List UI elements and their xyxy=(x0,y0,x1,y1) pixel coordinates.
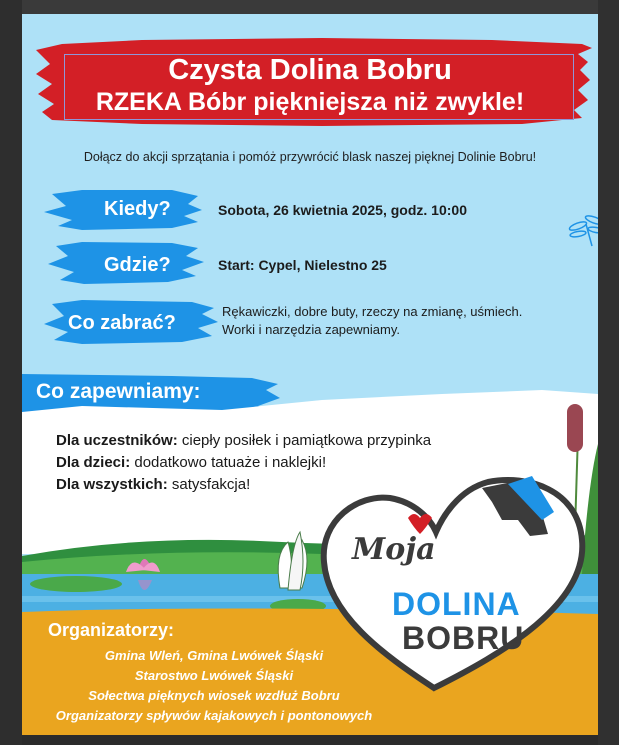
provide-list xyxy=(56,430,431,496)
title-line-1: Czysta Dolina Bobru xyxy=(168,54,452,86)
provide-item xyxy=(56,452,431,474)
logo-dolina-text: DOLINA xyxy=(392,586,521,622)
logo-bobru-text: BOBRU xyxy=(402,620,525,656)
bring-line-2: Worki i narzędzia zapewniamy. xyxy=(222,322,400,337)
label-co-zabrac: Co zabrać? xyxy=(68,312,176,334)
organizer-line: Sołectwa pięknych wiosek wzdłuż Bobru xyxy=(88,688,340,703)
window-left-edge xyxy=(0,0,22,745)
provide-item xyxy=(56,430,431,452)
title-line-2: RZEKA Bóbr piękniejsza niż zwykle! xyxy=(95,88,525,116)
poster-canvas xyxy=(22,14,598,735)
heading-co-zapewniamy: Co zapewniamy: xyxy=(36,380,201,403)
provide-item-text: satysfakcja! xyxy=(167,476,251,493)
window-top-edge xyxy=(0,0,619,14)
where-value: Start: Cypel, Nielestno 25 xyxy=(218,257,387,273)
intro-text: Dołącz do akcji sprzątania i pomóż przywrócić blask naszej pięknej Dolinie Bobru! xyxy=(83,150,537,164)
organizers-heading: Organizatorzy: xyxy=(48,620,175,640)
provide-item-lead: Dla wszystkich: xyxy=(56,476,168,493)
window-right-edge xyxy=(598,0,619,745)
organizer-line: Gmina Wleń, Gmina Lwówek Śląski xyxy=(104,648,324,663)
lily-pad xyxy=(30,576,122,592)
when-value: Sobota, 26 kwietnia 2025, godz. 10:00 xyxy=(218,202,467,218)
logo-script-text: Moja xyxy=(352,532,436,567)
provide-item-lead: Dla uczestników: xyxy=(56,432,178,449)
provide-item-lead: Dla dzieci: xyxy=(56,454,131,471)
provide-item xyxy=(56,474,431,496)
provide-item-text: ciepły posiłek i pamiątkowa przypinka xyxy=(177,432,432,449)
label-gdzie: Gdzie? xyxy=(104,254,171,276)
provide-item-text: dodatkowo tatuaże i naklejki! xyxy=(130,454,327,471)
organizer-line: Organizatorzy spływów kajakowych i pontonowych xyxy=(55,708,373,723)
bring-line-1: Rękawiczki, dobre buty, rzeczy na zmianę, uśmiech. xyxy=(222,304,523,319)
organizer-line: Starostwo Lwówek Śląski xyxy=(134,668,294,683)
label-kiedy: Kiedy? xyxy=(104,198,171,220)
